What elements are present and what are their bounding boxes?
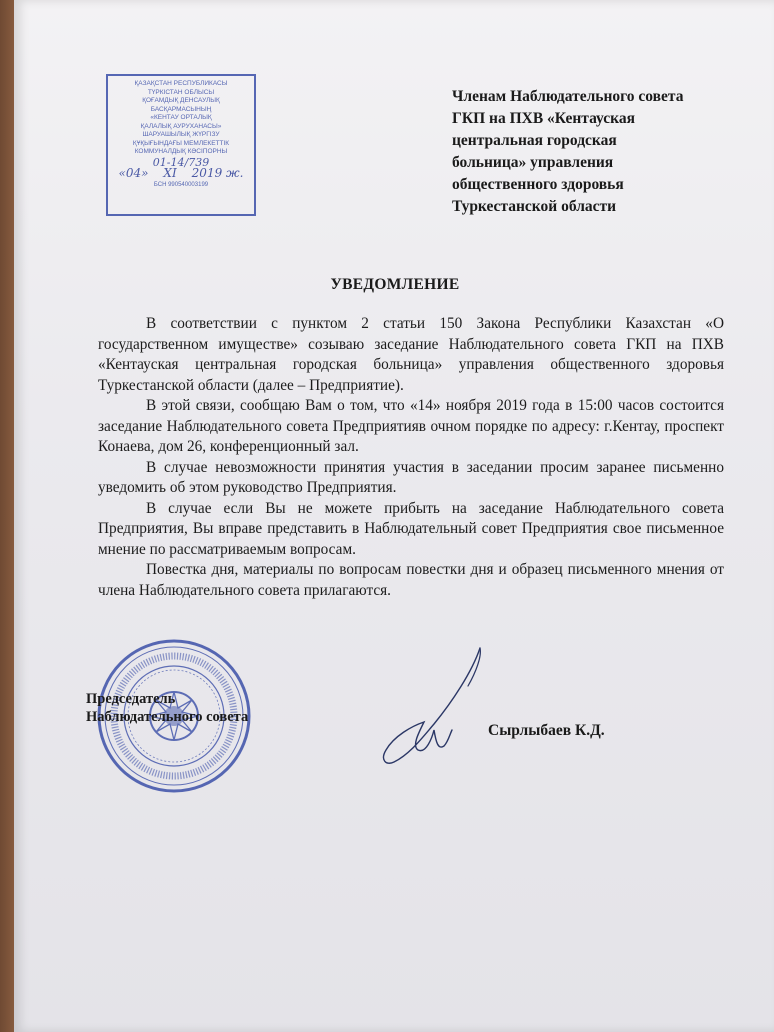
recipient-line: Членам Наблюдательного совета	[452, 88, 684, 105]
stamp-line: ШАРУАШЫЛЫҚ ЖҮРГІЗУ	[142, 131, 220, 138]
signatory-title-line1: Председатель	[86, 691, 176, 707]
stamp-reg-number: 01-14/739	[152, 155, 210, 169]
body-paragraph: В соответствии с пунктом 2 статьи 150 Закона Республики Казахстан «О государственном имуществе» созываю заседание Наблюдательного совета ГКП на ПХВ «Кентауская центральная городская больница» управления общественного здоровья Туркестанской области (далее – Предприятие).	[98, 315, 724, 394]
recipient-line: общественного здоровья	[452, 176, 624, 193]
stamp-bin: БСН 990540003199	[153, 181, 209, 188]
recipient-line: Туркестанской области	[452, 198, 617, 215]
recipient-line: больница» управления	[452, 154, 614, 171]
stamp-line: ҚҰҚЫҒЫНДАҒЫ МЕМЛЕКЕТТІК	[132, 139, 230, 147]
stamp-line: «КЕНТАУ ОРТАЛЫҚ	[150, 114, 212, 121]
stamp-line: БАСҚАРМАСЫНЫҢ	[150, 105, 212, 113]
document-body	[98, 314, 724, 601]
stamp-line: ТҮРКІСТАН ОБЛЫСЫ	[147, 88, 215, 96]
handwritten-signature	[372, 642, 492, 772]
body-paragraph: Повестка дня, материалы по вопросам повестки дня и образец письменного мнения от члена Наблюдательного совета прилагаются.	[98, 561, 724, 599]
stamp-date-year: 2019 ж.	[191, 166, 244, 180]
stamp-line: ҚАЗАҚСТАН РЕСПУБЛИКАСЫ	[134, 80, 228, 87]
body-paragraph: В этой связи, сообщаю Вам о том, что «14» ноября 2019 года в 15:00 часов состоится заседание Наблюдательного совета Предприятияв очном порядке по адресу: г.Кентау, проспект Конаева, дом 26, конференционный зал.	[98, 397, 724, 455]
document-title: УВЕДОМЛЕНИЕ	[330, 276, 460, 293]
stamp-line: КОММУНАЛДЫҚ КӘСІПОРНЫ	[134, 148, 228, 155]
recipient-line: ГКП на ПХВ «Кентауская	[452, 110, 636, 127]
signatory-title	[86, 690, 248, 726]
stamp-line: ҚОҒАМДЫҚ ДЕНСАУЛЫҚ	[142, 97, 220, 104]
stamp-date-day: «04»	[118, 166, 149, 180]
recipient-line: центральная городская	[452, 132, 617, 149]
recipient-block	[452, 86, 752, 218]
body-paragraph: В случае если Вы не можете прибыть на заседание Наблюдательного совета Предприятия, Вы вправе представить в Наблюдательный совет Предприятия свое письменное мнение по рассматриваемым вопросам.	[98, 499, 724, 558]
body-paragraph: В случае невозможности принятия участия в заседании просим заранее письменно уведомить об этом руководство Предприятия.	[98, 458, 724, 496]
registration-stamp	[106, 74, 256, 216]
signatory-title-line2: Наблюдательного совета	[86, 709, 249, 725]
stamp-date	[111, 166, 251, 180]
stamp-date-month: XI	[163, 166, 177, 180]
signatory-name: Сырлыбаев К.Д.	[488, 722, 605, 739]
stamp-line: ҚАЛАЛЫҚ АУРУХАНАСЫ»	[140, 122, 222, 130]
